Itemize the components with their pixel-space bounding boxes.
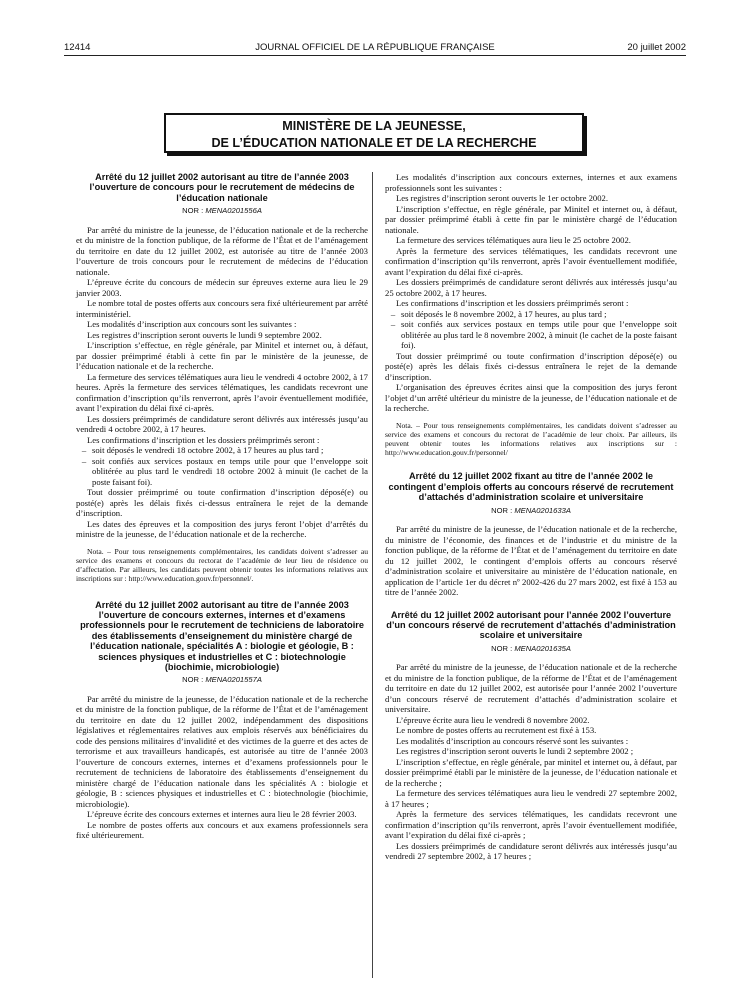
paragraph: Les modalités d’inscription au concours réservé sont les suivantes : [396, 735, 629, 746]
paragraph: Par arrêté du ministre de la jeunesse, de l’éducation nationale et de la recherche et du ministre de la fonction publique, de la réforme de l’État et de l’aménagement du territoire en date du 12 juillet 2002, est autorisée au titre de l’année 2003 l’ouverture de trois concours pour le recrutement de médecins de l’éducation nationale. [76, 224, 368, 277]
nor-label: NOR : [182, 675, 206, 685]
right-column [385, 172, 677, 862]
spacer [385, 598, 677, 610]
page-header [64, 40, 686, 56]
article-title: Arrêté du 12 juillet 2002 fixant au titre de l’année 2002 le contingent d’emplois offerts au concours réservé de recrutement d’attachés d’administration scolaire et universitaire [388, 471, 674, 503]
nota-note: Nota. – Pour tous renseignements complémentaires, les candidats doivent s’adresser au service des examens et concours du rectorat de l’académie de leur lieu de résidence ou d’affectation. Par ailleurs, les candidats peuvent obtenir toutes les informations relatives aux inscriptions sur : http://www.education.gouv.fr/personnel/. [76, 546, 368, 584]
list-item-text: soit déposés le 8 novembre 2002, à 17 heures, au plus tard ; [401, 308, 607, 319]
list-item-text: soit confiés aux services postaux en temps utile pour que l’enveloppe soit oblitérée au plus tard le 8 novembre 2002, à minuit (le cachet de la poste faisant foi). [401, 319, 677, 350]
paragraph: Après la fermeture des services télématiques, les candidats recevront une confirmation d’inscription qu’ils renverront, après l’avoir éventuellement modifiée, avant l’expiration du délai fixé ci-après. [385, 245, 677, 277]
ministry-box [164, 113, 584, 153]
paragraph: Les dossiers préimprimés de candidature seront délivrés aux intéressés jusqu’au vendredi 27 septembre 2002, à 17 heures ; [385, 840, 677, 862]
list-item-text: soit déposés le vendredi 18 octobre 2002, à 17 heures au plus tard ; [92, 445, 324, 456]
article-title: Arrêté du 12 juillet 2002 autorisant au titre de l’année 2003 l’ouverture de concours pour le recrutement de médecins de l’éducation nationale [89, 172, 355, 203]
page-number: 12414 [64, 42, 91, 53]
paragraph: Les confirmations d’inscription et les dossiers préimprimés seront : [87, 434, 320, 445]
dash-bullet: – [390, 319, 396, 329]
paragraph: Le nombre total de postes offerts aux concours sera fixé ultérieurement par arrêté interministériel. [76, 298, 368, 319]
nor-label: NOR : [182, 206, 206, 216]
paragraph: Par arrêté du ministre de la jeunesse, de l’éducation nationale et de la recherche, du ministre de l’économie, des finances et de l’industrie et du ministre de la fonction publique, de la réforme de l’État et de l’aménagement du territoire en date du 12 juillet 2002, le contingent d’emplois offerts au concours réservé d’administration scolaire et universitaire au ministère de l’éducation nationale, en application de l’article 1er du décret nº 2002-426 du 27 mars 2002, est fixé à 153 au titre de l’année 2002. [385, 524, 677, 598]
nor-label: NOR : [491, 643, 515, 653]
paragraph: La fermeture des services télématiques aura lieu le vendredi 4 octobre 2002, à 17 heures. Après la fermeture des services télématiques, les candidats recevront une confirmation d’inscription qu’ils renverront, après l’avoir éventuellement modifiée, avant l’expiration du délai fixé ci-après. [76, 371, 368, 414]
paragraph: L’inscription s’effectue, en règle générale, par minitel et internet ou, à défaut, par dossier préimprimé établi par le ministère de la jeunesse, de l’éducation nationale et de la recherche ; [385, 756, 677, 788]
spacer [76, 584, 368, 600]
nor-label: NOR : [491, 505, 515, 515]
paragraph: Le nombre de postes offerts au recrutement est fixé à 153. [396, 725, 597, 736]
paragraph: Par arrêté du ministre de la jeunesse, de l’éducation nationale et de la recherche et du ministre de la fonction publique, de la réforme de l’État et de l’aménagement du territoire en date du 12 juillet 2002, est autorisée pour l’année 2002 l’ouverture d’un concours réservé de recrutement d’attachés d’administration scolaire et universitaire. [385, 662, 677, 715]
dash-bullet: – [390, 308, 396, 319]
paragraph: Les confirmations d’inscription et les dossiers préimprimés seront : [396, 298, 629, 308]
paragraph: Les modalités d’inscription aux concours sont les suivantes : [87, 319, 297, 330]
column-divider [372, 172, 373, 978]
list-item [76, 456, 368, 488]
list-item [76, 445, 368, 456]
nor-code: MENA0201556A [205, 206, 262, 216]
left-column [76, 172, 368, 841]
issue-date: 20 juillet 2002 [627, 42, 686, 53]
paragraph: Les registres d’inscription seront ouverts le lundi 2 septembre 2002 ; [396, 746, 634, 757]
spacer [385, 457, 677, 471]
list-item-text: soit confiés aux services postaux en temps utile pour que l’enveloppe soit oblitérée au plus tard le vendredi 18 octobre 2002 à minuit (le cachet de la poste faisant foi). [92, 455, 368, 487]
article-title: Arrêté du 12 juillet 2002 autorisant pour l’année 2002 l’ouverture d’un concours réservé de recrutement d’attachés d’administration scolaire et universitaire [386, 609, 676, 641]
paragraph: L’épreuve écrite des concours externes et internes aura lieu le 28 février 2003. [87, 809, 357, 820]
paragraph: L’inscription s’effectue, en règle générale, par Minitel et internet ou, à défaut, par dossier préimprimé établi à cette fin par le ministère de la jeunesse, de l’éducation nationale et de la recherche. [76, 340, 368, 372]
nor-reference [76, 206, 368, 217]
nor-code: MENA0201557A [205, 675, 262, 685]
paragraph: Les dossiers préimprimés de candidature seront délivrés aux intéressés jusqu’au 25 octobre 2002, à 17 heures. [385, 277, 677, 298]
dash-bullet: – [81, 445, 87, 456]
nor-reference [385, 644, 677, 655]
nor-reference [385, 506, 677, 517]
article-title: Arrêté du 12 juillet 2002 autorisant au titre de l’année 2003 l’ouverture de concours externes, internes et d’examens professionnels pour le recrutement de techniciens de laboratoire des établissements d’enseignement du ministère chargé de l’éducation nationale, spécialités A : biologie et géologie, B : sciences physiques et industrielles et C : biotechnologie (biochimie, microbiologie) [80, 599, 364, 672]
paragraph: La fermeture des services télématiques aura lieu le vendredi 27 septembre 2002, à 17 heures ; [385, 788, 677, 809]
paragraph: Tout dossier préimprimé ou toute confirmation d’inscription déposé(e) ou posté(e) après les délais fixés ci-dessus entraînera le rejet de la demande d’inscription. [76, 487, 368, 519]
nota-note: Nota. – Pour tous renseignements complémentaires, les candidats doivent s’adresser au service des examens et concours du rectorat de l’académie de leur choix. Par ailleurs, ils peuvent obtenir toutes les informations relatives aux inscriptions sur : http://www.education.gouv.fr/personnel/ [385, 420, 677, 458]
paragraph: Les modalités d’inscription aux concours externes, internes et aux examens professionnels sont les suivantes : [385, 172, 677, 193]
paragraph: L’inscription s’effectue, en règle générale, par Minitel et internet ou, à défaut, par dossier préimprimé établi à cette fin par le ministère chargé de l’éducation nationale. [385, 203, 677, 235]
paragraph: Les dossiers préimprimés de candidature seront délivrés aux intéressés jusqu’au vendredi 4 octobre 2002, à 17 heures. [76, 413, 368, 435]
paragraph: L’épreuve écrite aura lieu le vendredi 8 novembre 2002. [396, 714, 590, 725]
journal-title: JOURNAL OFFICIEL DE LA RÉPUBLIQUE FRANÇAISE [255, 42, 495, 53]
paragraph: Tout dossier préimprimé ou toute confirmation d’inscription déposé(e) ou posté(e) après les délais fixés ci-dessus entraînera le rejet de la demande d’inscription. [385, 350, 677, 382]
ministry-line-2: DE L’ÉDUCATION NATIONALE ET DE LA RECHERCHE [211, 136, 537, 150]
nor-code: MENA0201633A [514, 505, 571, 515]
ministry-line-1: MINISTÈRE DE LA JEUNESSE, [282, 119, 466, 133]
paragraph: Les registres d’inscription seront ouverts le 1er octobre 2002. [396, 193, 608, 203]
paragraph: Par arrêté du ministre de la jeunesse, de l’éducation nationale et de la recherche et du ministre de la fonction publique, de la réforme de l’État et de l’aménagement du territoire en date du 12 juillet 2002, indépendamment des dispositions législatives et réglementaires relatives aux emplois réservés aux bénéficiaires du code des pensions militaires d’invalidité et des victimes de la guerre et des actes de terrorisme et aux travailleurs handicapés, est autorisée au titre de l’année 2003 l’ouverture de concours externes, internes et d’examens professionnels pour le recrutement de techniciens de laboratoire des établissements d’enseignement du ministère chargé de l’éducation nationale dans les spécialités A : biologie et géologie, B : sciences physiques et industrielles et C : biotechnologie (biochimie, microbiologie). [76, 693, 368, 809]
paragraph: Après la fermeture des services télématiques, les candidats recevront une confirmation d’inscription qu’ils renverront, après l’avoir éventuellement modifiée, avant l’expiration du délai fixé ci-après ; [385, 809, 677, 841]
paragraph: Les dates des épreuves et la composition des jurys feront l’objet d’arrêtés du ministre de la jeunesse, de l’éducation nationale et de la recherche. [76, 518, 368, 540]
paragraph: L’épreuve écrite du concours de médecin sur épreuves externe aura lieu le 29 janvier 2003. [76, 277, 368, 298]
dash-bullet: – [81, 455, 87, 466]
paragraph: Le nombre de postes offerts aux concours et aux examens professionnels sera fixé ultérieurement. [76, 819, 368, 841]
nor-code: MENA0201635A [514, 643, 571, 653]
list-item [385, 309, 677, 320]
nor-reference [76, 675, 368, 686]
header-rule [64, 55, 686, 56]
list-item [385, 319, 677, 351]
paragraph: L’organisation des épreuves écrites ainsi que la composition des jurys feront l’objet d’un arrêté ultérieur du ministre de la jeunesse, de l’éducation nationale et de la recherche. [385, 382, 677, 413]
paragraph: La fermeture des services télématiques aura lieu le 25 octobre 2002. [396, 235, 631, 245]
paragraph: Les registres d’inscription seront ouverts le lundi 9 septembre 2002. [87, 329, 322, 340]
